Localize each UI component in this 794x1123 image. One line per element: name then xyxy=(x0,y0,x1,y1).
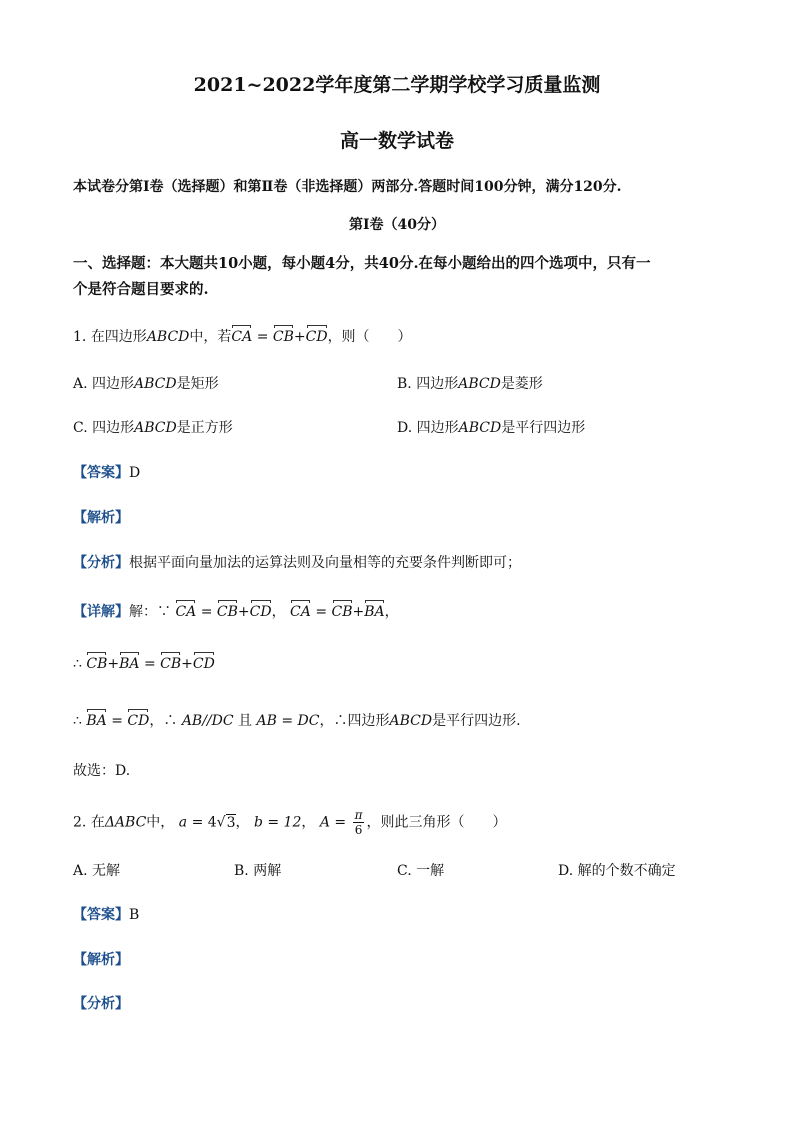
q1-stem-text-a: 在四边形 xyxy=(90,329,147,345)
therefore-symbol: ∴ xyxy=(73,713,82,729)
option-text: 无解 xyxy=(92,863,121,879)
side-a-var: a xyxy=(178,814,188,831)
q1-detail-line2 xyxy=(73,656,215,672)
exam-title: 2021~2022学年度第二学期学校学习质量监测 xyxy=(193,74,601,96)
q2-option-a[interactable] xyxy=(73,860,120,880)
plus-sign: + xyxy=(237,604,250,620)
option-label: A. xyxy=(73,376,88,392)
option-math: ABCD xyxy=(458,420,502,436)
q1-stem-text-b: 中，若 xyxy=(189,329,232,345)
option-prefix: 四边形 xyxy=(416,376,459,392)
option-label: D. xyxy=(558,863,574,879)
therefore-symbol: ∴ xyxy=(73,656,82,672)
vector-cd: CD xyxy=(249,604,272,620)
parallel-statement: AB//DC xyxy=(181,713,234,729)
option-math: ABCD xyxy=(458,376,501,392)
conclusion-text-a: ，∴四边形 xyxy=(319,713,390,729)
section1-line1: 一、选择题：本大题共10小题，每小题4分，共40分.在每小题给出的四个选项中，只有一 xyxy=(73,255,651,272)
answer-tag: 【答案】 xyxy=(73,465,129,481)
option-text: 一解 xyxy=(416,863,445,879)
exam-intro: 本试卷分第Ⅰ卷（选择题）和第Ⅱ卷（非选择题）两部分.答题时间100分钟，满分120分. xyxy=(73,179,622,195)
option-text: 两解 xyxy=(253,863,282,879)
plus-sign: + xyxy=(293,329,306,345)
comma: ， xyxy=(271,604,286,620)
q2-stem-text-c: ，则此三角形（ ） xyxy=(366,814,507,831)
option-suffix: 是平行四边形 xyxy=(501,420,586,436)
q1-option-a[interactable] xyxy=(73,373,219,393)
fenxi-tag: 【分析】 xyxy=(73,555,129,571)
analysis-tag: 【解析】 xyxy=(73,952,129,968)
plus-sign: + xyxy=(107,656,120,672)
angle-a-var: A = xyxy=(319,814,347,831)
comma: ， xyxy=(235,814,250,831)
q1-fenxi xyxy=(73,552,521,572)
option-label: B. xyxy=(397,376,412,392)
part1-title: 第Ⅰ卷（40分） xyxy=(348,217,446,233)
option-math: ABCD xyxy=(134,376,177,392)
triangle-name: ΔABC xyxy=(104,814,147,831)
plus-sign: + xyxy=(352,604,365,620)
option-label: B. xyxy=(234,863,249,879)
q1-select: 故选：D. xyxy=(73,763,131,779)
section1-line2: 个是符合题目要求的. xyxy=(73,281,209,298)
q1-quad: ABCD xyxy=(146,329,190,345)
answer-tag: 【答案】 xyxy=(73,907,129,923)
exam-subtitle: 高一数学试卷 xyxy=(339,130,454,152)
option-suffix: 是矩形 xyxy=(176,376,219,392)
vector-cb: CB xyxy=(216,604,238,620)
fraction-denominator: 6 xyxy=(354,823,363,837)
vector-cb: CB xyxy=(160,656,182,672)
and-text: 且 xyxy=(238,713,253,729)
vector-ba: BA xyxy=(364,604,385,620)
side-b: b = 12 xyxy=(253,814,302,831)
conclusion-text-b: 是平行四边形. xyxy=(432,713,521,729)
vector-cd: CD xyxy=(127,713,150,729)
comma: ， xyxy=(149,713,164,729)
option-prefix: 四边形 xyxy=(92,420,135,436)
vector-cd: CD xyxy=(192,656,215,672)
plus-sign: + xyxy=(181,656,193,672)
detail-text: 解： xyxy=(129,604,157,620)
q2-option-c[interactable] xyxy=(397,860,444,880)
q1-analysis-heading xyxy=(73,507,129,527)
because-symbol: ∵ xyxy=(157,604,171,620)
equal-length-statement: AB = DC xyxy=(256,713,320,729)
q1-answer xyxy=(73,462,140,482)
q1-detail-line3 xyxy=(73,710,521,730)
vector-cb: CB xyxy=(331,604,353,620)
vector-ca: CA xyxy=(290,604,311,620)
option-label: A. xyxy=(73,863,88,879)
vector-ca: CA xyxy=(231,329,253,345)
side-a-coef: 4 xyxy=(207,814,217,831)
quad-name: ABCD xyxy=(389,713,433,729)
option-prefix: 四边形 xyxy=(92,376,135,392)
fraction-numerator: π xyxy=(354,808,363,822)
option-prefix: 四边形 xyxy=(416,420,459,436)
option-text: 解的个数不确定 xyxy=(577,863,676,879)
equals-sign: = xyxy=(256,329,269,345)
q1-stem-text-c: ，则（ ） xyxy=(327,329,412,345)
therefore-symbol: ∴ xyxy=(163,713,178,729)
option-suffix: 是菱形 xyxy=(500,376,543,392)
vector-cd: CD xyxy=(305,329,328,345)
sqrt-icon: √ xyxy=(216,814,226,831)
fenxi-text: 根据平面向量加法的运算法则及向量相等的充要条件判断即可； xyxy=(129,555,521,571)
vector-ba: BA xyxy=(119,656,140,672)
vector-ba: BA xyxy=(86,713,107,729)
question-1-stem xyxy=(73,326,412,346)
q2-stem-text-b: 中， xyxy=(146,814,175,831)
vector-cb: CB xyxy=(272,329,294,345)
question-number: 2. xyxy=(73,814,87,831)
analysis-tag: 【解析】 xyxy=(73,510,129,526)
equals-sign: = xyxy=(143,656,156,672)
comma: ， xyxy=(384,604,399,620)
option-label: C. xyxy=(397,863,412,879)
comma: ， xyxy=(301,814,316,831)
equals-sign: = xyxy=(200,604,213,620)
vector-cb: CB xyxy=(86,656,108,672)
detail-tag: 【详解】 xyxy=(73,604,129,620)
question-number: 1. xyxy=(73,329,87,345)
fenxi-tag: 【分析】 xyxy=(73,996,129,1012)
vector-ca: CA xyxy=(175,604,197,620)
q1-option-b[interactable] xyxy=(397,373,543,393)
answer-value: D xyxy=(129,465,141,481)
q1-detail-line1 xyxy=(73,601,399,621)
q2-option-d[interactable] xyxy=(558,860,676,880)
side-a-root: 3 xyxy=(226,814,236,831)
q2-answer xyxy=(73,904,139,924)
q2-option-b[interactable] xyxy=(234,860,281,880)
q2-analysis-heading xyxy=(73,949,129,969)
equals-sign: = xyxy=(315,604,328,620)
equals-sign: = xyxy=(191,814,204,831)
option-math: ABCD xyxy=(134,420,177,436)
q1-option-c[interactable] xyxy=(73,417,233,437)
q2-fenxi xyxy=(73,993,129,1013)
q1-option-d[interactable] xyxy=(397,417,585,437)
option-label: D. xyxy=(397,420,413,436)
q2-stem-text-a: 在 xyxy=(90,814,105,831)
angle-a-fraction xyxy=(353,808,365,837)
answer-value: B xyxy=(129,907,140,923)
equals-sign: = xyxy=(111,713,123,729)
option-suffix: 是正方形 xyxy=(176,420,233,436)
question-2-stem xyxy=(73,808,506,837)
option-label: C. xyxy=(73,420,88,436)
